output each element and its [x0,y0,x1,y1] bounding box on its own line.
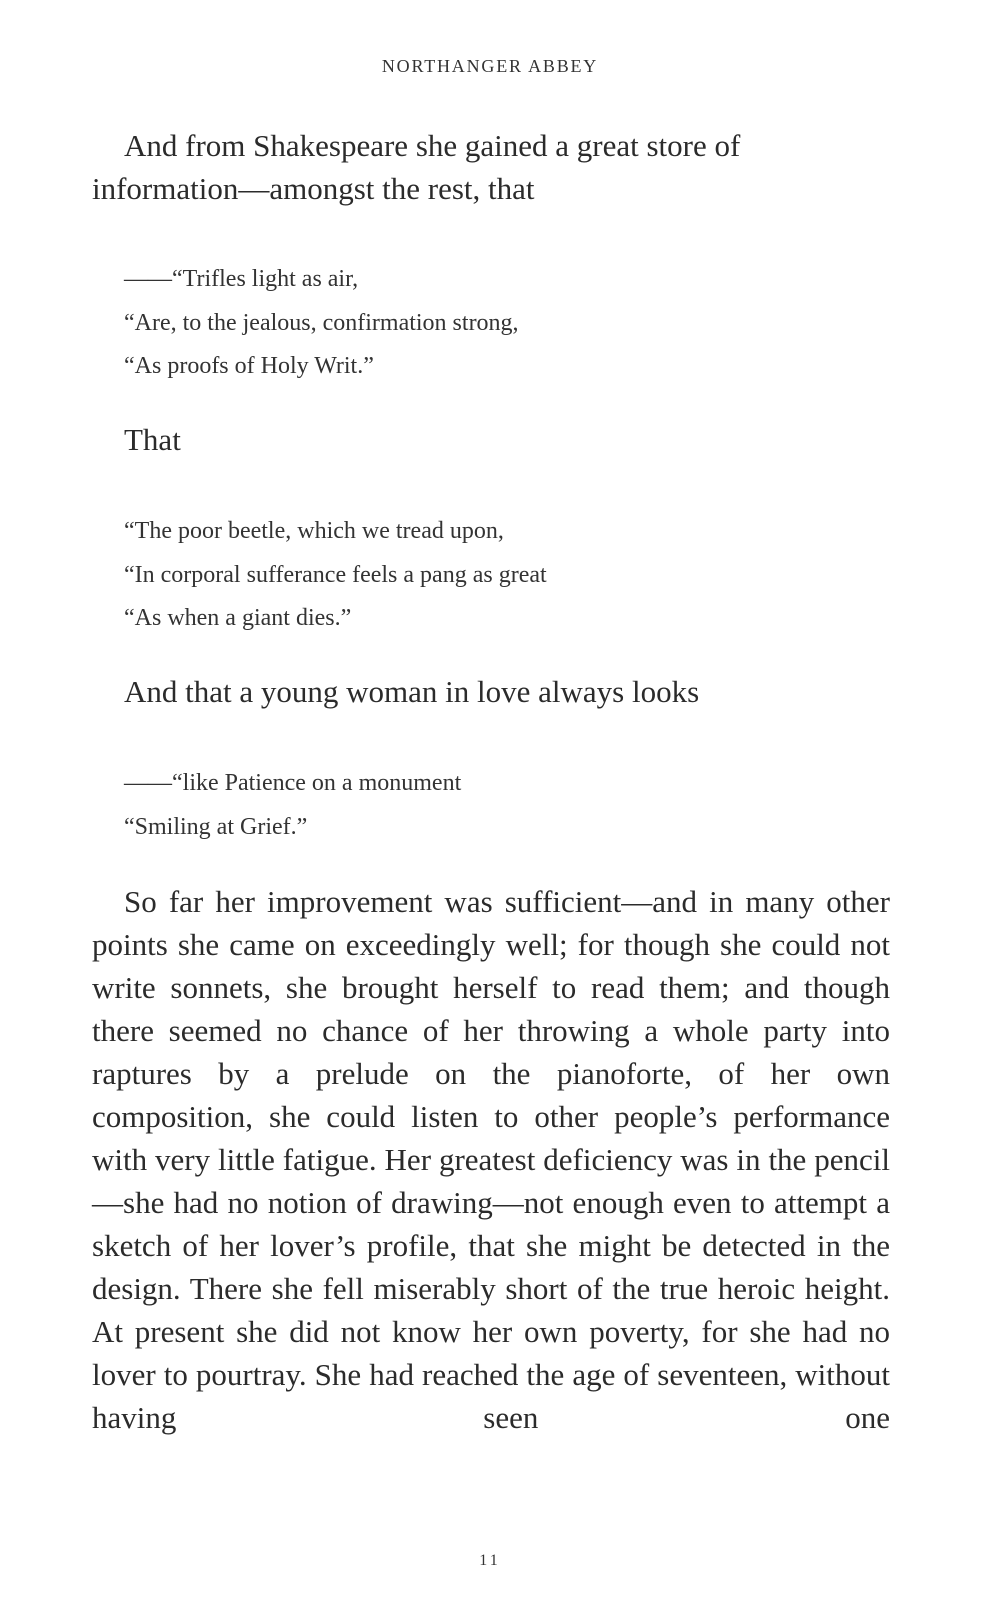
verse-line: “Are, to the jealous, confirmation strong, [124,309,519,336]
verse-line: “The poor beetle, which we tread upon, [124,518,504,544]
verse-line: “As when a giant dies.” [124,605,352,631]
paragraph-young-woman: And that a young woman in love always looks [124,674,700,709]
verse-line: ——“like Patience on a monument [124,770,462,796]
paragraph-that: That [124,422,181,457]
verse-line: ——“Trifles light as air, [124,266,359,292]
verse-quote-trifles [124,258,519,389]
running-head: NORTHANGER ABBEY [381,56,599,76]
paragraph-improvement: So far her improvement was sufficient—and in many other points she came on exceedingly well; for though she could not write sonnets, she brought herself to read them; and though there seemed no chance of her throwing a whole party into raptures by a prelude on the pianoforte, of her own composition, she could listen to other people’s performance with very little fatigue. Her greatest deficiency was in the pencil—she had no notion of drawing—not enough even to attempt a sketch of her lover’s profile, that she might be detected in the design. There she fell miserably short of the true heroic height. At present she did not know her own poverty, for she had no lover to pourtray. She had reached the age of seventeen, without having seen one [92,884,890,1435]
verse-quote-patience [124,762,461,849]
paragraph-opening: And from Shakespeare she gained a great store of information—amongst the rest, that [92,128,741,206]
verse-line: “As proofs of Holy Writ.” [124,353,374,379]
verse-quote-beetle [124,510,547,641]
page-number: 11 [479,1552,501,1569]
verse-line: “Smiling at Grief.” [124,813,308,840]
verse-line: “In corporal sufferance feels a pang as great [124,561,547,588]
